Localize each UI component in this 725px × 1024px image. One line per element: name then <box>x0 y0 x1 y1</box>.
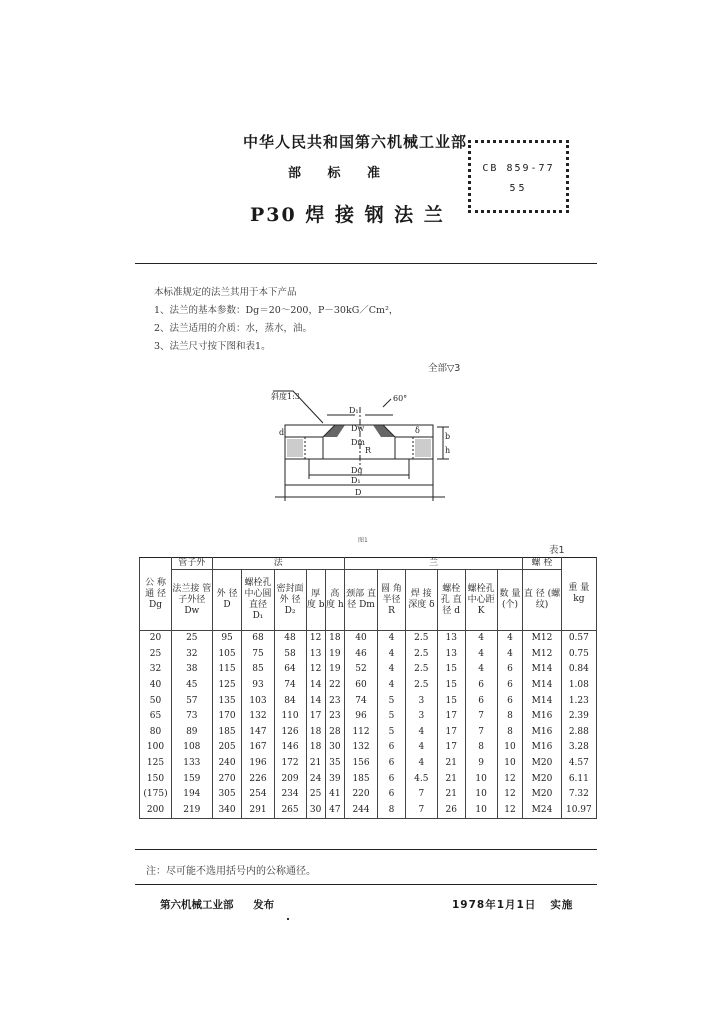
table-cell: 12 <box>306 662 325 678</box>
standard-number-box <box>468 140 569 213</box>
table-cell: 7.32 <box>561 787 596 803</box>
table-cell: 19 <box>325 647 344 663</box>
table-label: 表1 <box>549 545 565 556</box>
table-cell: 4 <box>405 725 437 741</box>
table-cell: M20 <box>523 771 561 787</box>
table-cell: 15 <box>437 693 465 709</box>
table-cell: 254 <box>242 787 274 803</box>
table-cell: 57 <box>172 693 213 709</box>
col-header-dw: 法兰接 管子外径 Dw <box>172 570 213 631</box>
figure-label: δ <box>415 426 420 435</box>
table-cell: 84 <box>274 693 306 709</box>
table-row <box>140 647 597 663</box>
col-header-d1: 螺栓孔 中心圆 直径 D₁ <box>242 570 274 631</box>
table-cell: 7 <box>465 725 497 741</box>
table-cell: 25 <box>140 647 172 663</box>
table-cell: 270 <box>212 771 242 787</box>
table-cell: 4 <box>497 647 523 663</box>
table-cell: 8 <box>497 725 523 741</box>
flange-dimension-table <box>139 557 597 819</box>
table-cell: 125 <box>140 756 172 772</box>
figure-label: Dw <box>351 424 365 433</box>
table-cell: 6 <box>378 771 406 787</box>
table-cell: 68 <box>242 631 274 647</box>
table-cell: 7 <box>465 709 497 725</box>
table-cell: 47 <box>325 803 344 819</box>
table-cell: (175) <box>140 787 172 803</box>
table-cell: 110 <box>274 709 306 725</box>
col-header-hole-d: 螺栓孔 直 径 d <box>437 570 465 631</box>
table-cell: 14 <box>306 693 325 709</box>
table-cell: 89 <box>172 725 213 741</box>
table-cell: 7 <box>405 787 437 803</box>
table-cell: 13 <box>437 631 465 647</box>
table-cell: M16 <box>523 709 561 725</box>
intro-line: 本标准规定的法兰其用于本下产品 <box>154 287 297 298</box>
table-cell: 23 <box>325 709 344 725</box>
table-cell: 21 <box>437 771 465 787</box>
group-header-pipe: 管子外 <box>172 558 213 570</box>
table-cell: 19 <box>325 662 344 678</box>
table-cell: 93 <box>242 678 274 694</box>
table-cell: 240 <box>212 756 242 772</box>
date: 1978年1月1日 <box>452 899 537 911</box>
group-header-flange-2: 兰 <box>344 558 522 570</box>
table-cell: 103 <box>242 693 274 709</box>
table-cell: 58 <box>274 647 306 663</box>
table-cell: 13 <box>306 647 325 663</box>
table-cell: 172 <box>274 756 306 772</box>
table-cell: 74 <box>274 678 306 694</box>
table-cell: 24 <box>306 771 325 787</box>
table-cell: 95 <box>212 631 242 647</box>
table-cell: 25 <box>306 787 325 803</box>
table-cell: 3 <box>405 709 437 725</box>
table-cell: 220 <box>344 787 377 803</box>
table-bottom-rule <box>135 849 597 850</box>
table-cell: 10 <box>497 740 523 756</box>
table-cell: 7 <box>405 803 437 819</box>
table-cell: 39 <box>325 771 344 787</box>
table-cell: 8 <box>465 740 497 756</box>
table-cell: 159 <box>172 771 213 787</box>
table-cell: M24 <box>523 803 561 819</box>
table-cell: 96 <box>344 709 377 725</box>
table-cell: 5 <box>378 725 406 741</box>
table-cell: 74 <box>344 693 377 709</box>
table-row <box>140 631 597 647</box>
table-row <box>140 756 597 772</box>
table-cell: 0.75 <box>561 647 596 663</box>
table-cell: 10 <box>465 803 497 819</box>
effective-date <box>452 897 573 912</box>
figure-label: 60° <box>393 394 408 403</box>
figure-label: b <box>445 432 451 441</box>
table-cell: 132 <box>344 740 377 756</box>
table-cell: 4 <box>465 647 497 663</box>
col-header-weight: 重 量 kg <box>561 558 596 631</box>
table-cell: 4 <box>405 756 437 772</box>
table-row <box>140 662 597 678</box>
intro-text <box>154 284 398 356</box>
table-cell: 12 <box>497 787 523 803</box>
scan-speck <box>287 918 289 920</box>
table-cell: 185 <box>344 771 377 787</box>
ministry-name: 中华人民共和国第六机械工业部 <box>243 133 468 151</box>
col-header-k: 螺栓孔 中心距 K <box>465 570 497 631</box>
table-row <box>140 740 597 756</box>
header-rule <box>135 263 597 264</box>
table-cell: 80 <box>140 725 172 741</box>
table-cell: M12 <box>523 631 561 647</box>
table-cell: 12 <box>497 803 523 819</box>
table-cell: 32 <box>172 647 213 663</box>
table-cell: 2.5 <box>405 647 437 663</box>
table-cell: 85 <box>242 662 274 678</box>
table-cell: 50 <box>140 693 172 709</box>
figure-label: Dg <box>351 466 363 475</box>
table-cell: M14 <box>523 678 561 694</box>
table-cell: 4 <box>378 662 406 678</box>
table-cell: 185 <box>212 725 242 741</box>
col-header-r: 圆 角 半径 R <box>378 570 406 631</box>
col-header-bolt-count: 数 量 (个) <box>497 570 523 631</box>
figure-label: d <box>279 428 285 437</box>
figure-caption: 图1 <box>358 537 368 544</box>
page-number: 55 <box>509 183 528 194</box>
table-row <box>140 709 597 725</box>
figure-label: 斜度1:3 <box>271 392 300 401</box>
table-cell: 2.88 <box>561 725 596 741</box>
table-cell: 10 <box>465 787 497 803</box>
col-header-dm: 颈部 直径 Dm <box>344 570 377 631</box>
table-cell: 41 <box>325 787 344 803</box>
figure-label: h <box>445 446 451 455</box>
table-cell: 2.5 <box>405 662 437 678</box>
table-cell: 23 <box>325 693 344 709</box>
figure-label: D₁ <box>351 476 361 485</box>
table-cell: 3.28 <box>561 740 596 756</box>
intro-line: 2、法兰适用的介质：水，蒸水，油。 <box>154 323 313 334</box>
table-cell: 6 <box>497 662 523 678</box>
table-row <box>140 787 597 803</box>
table-cell: 28 <box>325 725 344 741</box>
table-cell: 340 <box>212 803 242 819</box>
table-cell: 146 <box>274 740 306 756</box>
table-cell: 244 <box>344 803 377 819</box>
col-header-b: 厚 度 b <box>306 570 325 631</box>
table-cell: 4 <box>405 740 437 756</box>
table-cell: 17 <box>437 725 465 741</box>
figure-label: D <box>355 488 362 497</box>
table-cell: 194 <box>172 787 213 803</box>
table-row <box>140 678 597 694</box>
table-cell: 25 <box>172 631 213 647</box>
table-cell: 147 <box>242 725 274 741</box>
col-header-bolt-size: 直 径 (螺纹) <box>523 570 561 631</box>
table-cell: 20 <box>140 631 172 647</box>
table-cell: M20 <box>523 756 561 772</box>
table-cell: M16 <box>523 740 561 756</box>
publisher: 第六机械工业部 发布 <box>160 899 275 911</box>
table-cell: 205 <box>212 740 242 756</box>
col-header-h: 高 度 h <box>325 570 344 631</box>
figure-label: Dm <box>351 438 365 447</box>
table-cell: 209 <box>274 771 306 787</box>
standard-type: 部 标 准 <box>288 166 381 181</box>
table-cell: 5 <box>378 693 406 709</box>
table-cell: 30 <box>306 803 325 819</box>
table-cell: 4 <box>378 678 406 694</box>
table-cell: 6 <box>378 787 406 803</box>
table-cell: 21 <box>437 756 465 772</box>
table-row <box>140 693 597 709</box>
table-cell: 291 <box>242 803 274 819</box>
col-header-d: 外 径 D <box>212 570 242 631</box>
table-cell: 6 <box>497 693 523 709</box>
table-cell: 15 <box>437 678 465 694</box>
table-cell: 46 <box>344 647 377 663</box>
table-cell: 156 <box>344 756 377 772</box>
table-cell: 17 <box>437 740 465 756</box>
table-body <box>140 631 597 819</box>
table-cell: 1.23 <box>561 693 596 709</box>
group-header-flange: 法 <box>212 558 344 570</box>
table-cell: 0.57 <box>561 631 596 647</box>
table-cell: 6 <box>465 678 497 694</box>
table-cell: 4 <box>497 631 523 647</box>
table-cell: 38 <box>172 662 213 678</box>
table-cell: 10 <box>497 756 523 772</box>
table-cell: M14 <box>523 662 561 678</box>
table-cell: 1.08 <box>561 678 596 694</box>
col-header-d2: 密封面 外 径 D₂ <box>274 570 306 631</box>
table-cell: 17 <box>306 709 325 725</box>
intro-line: 1、法兰的基本参数：Dg＝20～200，P－30kG／Cm²， <box>154 305 399 316</box>
table-cell: 8 <box>378 803 406 819</box>
table-cell: 32 <box>140 662 172 678</box>
table-cell: 133 <box>172 756 213 772</box>
table-cell: 2.39 <box>561 709 596 725</box>
table-cell: 167 <box>242 740 274 756</box>
table-cell: 14 <box>306 678 325 694</box>
table-cell: 18 <box>306 740 325 756</box>
table-cell: 4.57 <box>561 756 596 772</box>
table-cell: 6.11 <box>561 771 596 787</box>
table-cell: 48 <box>274 631 306 647</box>
group-header-bolt: 螺 栓 <box>523 558 561 570</box>
table-cell: 108 <box>172 740 213 756</box>
table-cell: 35 <box>325 756 344 772</box>
table-cell: M16 <box>523 725 561 741</box>
table-cell: 2.5 <box>405 678 437 694</box>
table-cell: M20 <box>523 787 561 803</box>
table-cell: 6 <box>497 678 523 694</box>
table-cell: 17 <box>437 709 465 725</box>
table-cell: 234 <box>274 787 306 803</box>
table-cell: 3 <box>405 693 437 709</box>
table-cell: 4 <box>465 662 497 678</box>
table-cell: 4 <box>378 631 406 647</box>
table-cell: 26 <box>437 803 465 819</box>
table-cell: M14 <box>523 693 561 709</box>
table-cell: M12 <box>523 647 561 663</box>
table-cell: 18 <box>306 725 325 741</box>
col-header-delta: 焊 接 深度 δ <box>405 570 437 631</box>
table-cell: 0.84 <box>561 662 596 678</box>
table-cell: 219 <box>172 803 213 819</box>
standard-code: CB 859-77 <box>482 163 555 174</box>
table-cell: 265 <box>274 803 306 819</box>
table-cell: 150 <box>140 771 172 787</box>
table-row <box>140 725 597 741</box>
table-cell: 75 <box>242 647 274 663</box>
table-cell: 4.5 <box>405 771 437 787</box>
document-title: P30 焊 接 钢 法 兰 <box>250 204 445 226</box>
table-cell: 21 <box>306 756 325 772</box>
table-cell: 15 <box>437 662 465 678</box>
table-cell: 100 <box>140 740 172 756</box>
table-cell: 132 <box>242 709 274 725</box>
table-cell: 65 <box>140 709 172 725</box>
table-row <box>140 771 597 787</box>
table-cell: 2.5 <box>405 631 437 647</box>
table-cell: 52 <box>344 662 377 678</box>
table-cell: 126 <box>274 725 306 741</box>
table-cell: 12 <box>497 771 523 787</box>
table-cell: 12 <box>306 631 325 647</box>
table-cell: 13 <box>437 647 465 663</box>
table-cell: 8 <box>497 709 523 725</box>
figure-label: D₁ <box>349 406 359 415</box>
table-cell: 73 <box>172 709 213 725</box>
table-cell: 10.97 <box>561 803 596 819</box>
table-cell: 21 <box>437 787 465 803</box>
col-header-dg: 公 称 通 径 Dg <box>140 558 172 631</box>
table-row <box>140 803 597 819</box>
intro-line: 3、法兰尺寸按下图和表1。 <box>154 341 271 352</box>
table-cell: 18 <box>325 631 344 647</box>
table-cell: 4 <box>465 631 497 647</box>
table-cell: 6 <box>378 756 406 772</box>
table-cell: 10 <box>465 771 497 787</box>
table-cell: 60 <box>344 678 377 694</box>
flange-drawing <box>265 387 455 522</box>
table-cell: 30 <box>325 740 344 756</box>
table-cell: 45 <box>172 678 213 694</box>
table-cell: 112 <box>344 725 377 741</box>
table-cell: 170 <box>212 709 242 725</box>
table-cell: 64 <box>274 662 306 678</box>
table-cell: 196 <box>242 756 274 772</box>
table-note: 注：尽可能不选用括号内的公称通径。 <box>146 866 316 877</box>
table-cell: 6 <box>465 693 497 709</box>
table-cell: 105 <box>212 647 242 663</box>
table-cell: 226 <box>242 771 274 787</box>
table-cell: 305 <box>212 787 242 803</box>
table-cell: 6 <box>378 740 406 756</box>
table-cell: 22 <box>325 678 344 694</box>
figure-label: R <box>365 446 372 455</box>
table-cell: 135 <box>212 693 242 709</box>
table-cell: 200 <box>140 803 172 819</box>
table-cell: 115 <box>212 662 242 678</box>
footer-rule <box>135 884 597 885</box>
issue-label: 实施 <box>550 899 574 911</box>
table-cell: 125 <box>212 678 242 694</box>
table-cell: 9 <box>465 756 497 772</box>
table-cell: 40 <box>140 678 172 694</box>
surface-roughness-note: 全部▽3 <box>428 363 461 374</box>
table-cell: 40 <box>344 631 377 647</box>
table-cell: 4 <box>378 647 406 663</box>
table-cell: 5 <box>378 709 406 725</box>
